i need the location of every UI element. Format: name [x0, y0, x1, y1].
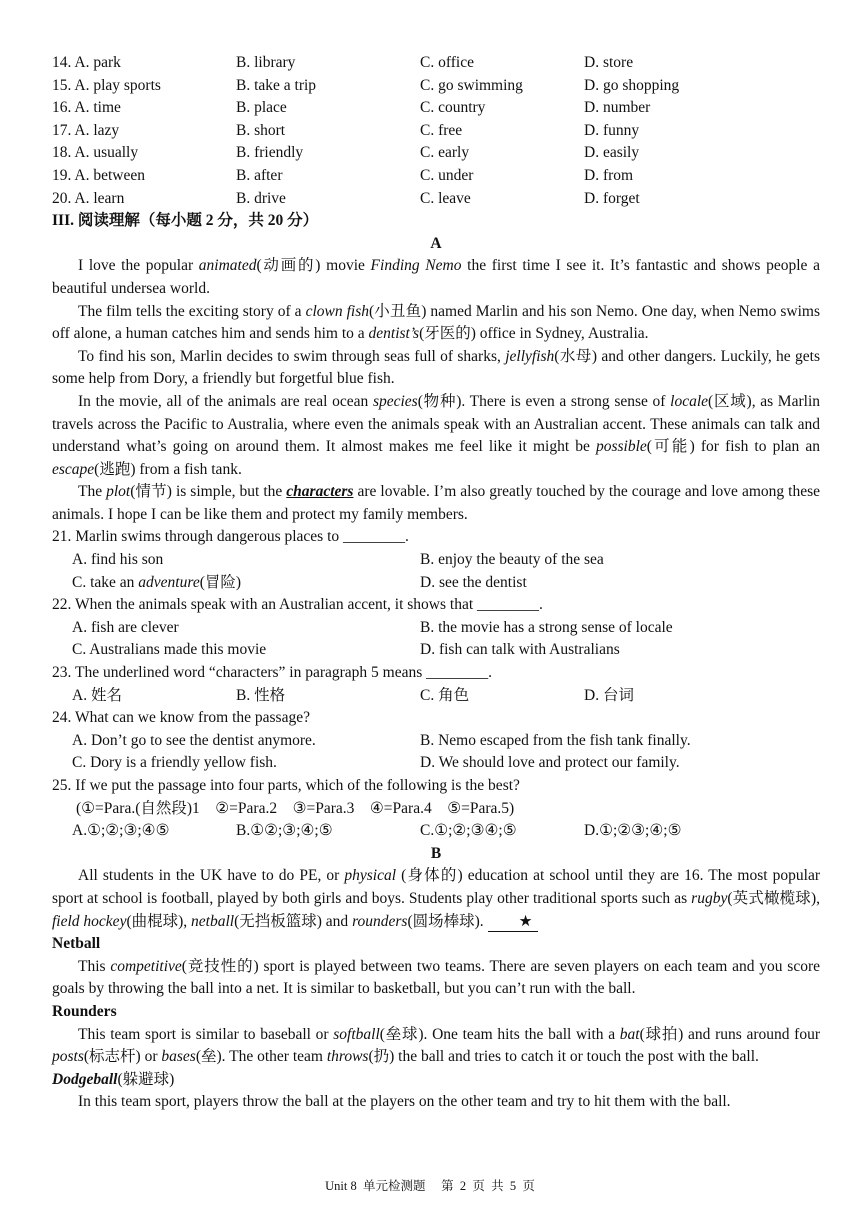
passage-b-paragraph-4: In this team sport, players throw the ball at the players on the other team and try to hit them with the ball.: [78, 1093, 731, 1111]
question-22-options: C. Australians made this movie D. fish can talk with Australians: [72, 641, 620, 659]
passage-b-label: B: [430, 844, 442, 862]
question-21-options: A. find his son B. enjoy the beauty of the sea: [72, 551, 604, 569]
page-footer: Unit 8 单元检测题 第 2 页 共 5 页: [325, 1179, 535, 1193]
option-row: 18. A. usually B. friendly C. early D. easily: [52, 144, 640, 162]
question-23-options: A. 姓名 B. 性格 C. 角色 D. 台词: [72, 686, 634, 704]
question-24-options: C. Dory is a friendly yellow fish. D. We should love and protect our family.: [72, 754, 680, 772]
question-25-note: (①=Para.(自然段)1 ②=Para.2 ③=Para.3 ④=Para.4 ⑤=Para.5): [76, 799, 515, 817]
underlined-word: characters: [286, 483, 354, 501]
option-row: 14. A. park B. library C. office D. store: [52, 54, 634, 71]
passage-b-paragraph-3: This team sport is similar to baseball or softball(垒球). One team hits the ball with a bat(球拍) and runs around four posts(标志杆) or bases(垒). The other team throws(扔) the ball and tries to catch it or touch the post with the ball.: [52, 1025, 821, 1066]
option-row: 20. A. learn B. drive C. leave D. forget: [52, 189, 640, 207]
page-content: [52, 52, 820, 1114]
option-row: 17. A. lazy B. short C. free D. funny: [52, 121, 640, 139]
question-21: 21. Marlin swims through dangerous places to ________.: [52, 528, 409, 546]
question-25: 25. If we put the passage into four parts, which of the following is the best?: [52, 777, 520, 794]
passage-a-paragraph-2: The film tells the exciting story of a clown fish(小丑鱼) named Marlin and his son Nemo. One day, when Nemo swims off alone, a human catches him and sends him to a dentist’s(牙医的) office in Sydney, Australia.: [52, 302, 820, 343]
question-23: 23. The underlined word “characters” in paragraph 5 means ________.: [52, 664, 493, 682]
question-22: 22. When the animals speak with an Australian accent, it shows that ________.: [52, 596, 543, 614]
star-blank: ★: [488, 913, 538, 932]
passage-a-paragraph-3: To find his son, Marlin decides to swim through seas full of sharks, jellyfish(水母) and other dangers. Luckily, he gets some help from Dory, a friendly but forgetful blue fish.: [52, 347, 820, 388]
passage-a-paragraph-5: The plot(情节) is simple, but the characters are lovable. I’m also greatly touched by the courage and love among these animals. I hope I can be like them and protect my family members.: [52, 483, 820, 523]
question-22-options: A. fish are clever B. the movie has a strong sense of locale: [72, 618, 673, 636]
option-row: 16. A. time B. place C. country D. number: [52, 99, 651, 117]
passage-b-paragraph-1: All students in the UK have to do PE, or physical (身体的) education at school until they are 16. The most popular sport at school is football, played by both girls and boys. Students play other traditional sports such as rugby(英式橄榄球), field hockey(曲棍球), netball(无挡板篮球) and rounders(圆场棒球). ★: [52, 867, 821, 930]
question-24-options: A. Don’t go to see the dentist anymore. B. Nemo escaped from the fish tank finally.: [72, 731, 691, 749]
heading-netball: Netball: [52, 935, 101, 953]
option-row: 19. A. between B. after C. under D. from: [52, 166, 634, 184]
question-24: 24. What can we know from the passage?: [52, 709, 310, 727]
passage-a-label: A: [430, 234, 442, 252]
passage-a-paragraph-1: I love the popular animated(动画的) movie Finding Nemo the first time I see it. It’s fantastic and shows people a beautiful undersea world.: [52, 257, 820, 297]
heading-rounders: Rounders: [52, 1002, 117, 1020]
question-21-options: C. take an adventure(冒险) D. see the dentist: [72, 573, 527, 591]
question-25-options: A.①;②;③;④⑤ B.①②;③;④;⑤ C.①;②;③④;⑤ D.①;②③;④;⑤: [72, 822, 682, 840]
heading-dodgeball: Dodgeball(躲避球): [52, 1070, 175, 1088]
passage-a-paragraph-4: In the movie, all of the animals are real ocean species(物种). There is even a strong sense of locale(区域), as Marlin travels across the Pacific to Australia, where even the animals speak with an Australian accent. These animals can talk and understand what’s going on around them. It almost makes me feel like it might be possible(可能) for fish to plan an escape(逃跑) from a fish tank.: [52, 392, 821, 478]
passage-b-paragraph-2: This competitive(竞技性的) sport is played between two teams. There are seven players on each team and you score goals by throwing the ball into a net. It is similar to basketball, but you can’t run with the ball.: [52, 957, 820, 998]
options-block: [52, 52, 820, 210]
section-title: III. 阅读理解（每小题 2 分，共 20 分）: [52, 212, 319, 230]
option-row: 15. A. play sports B. take a trip C. go swimming D. go shopping: [52, 76, 680, 94]
